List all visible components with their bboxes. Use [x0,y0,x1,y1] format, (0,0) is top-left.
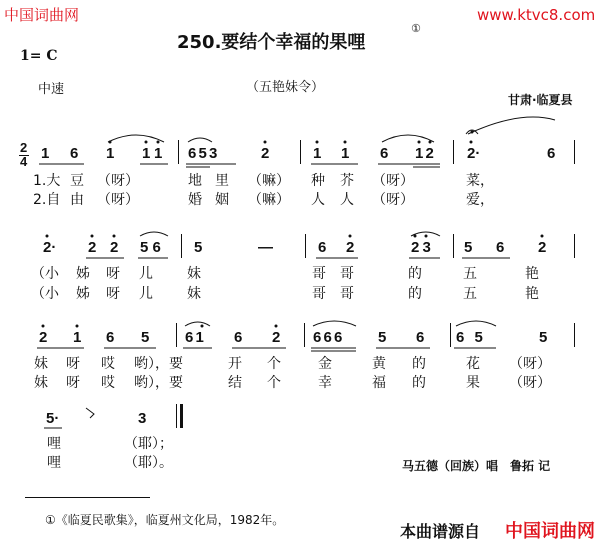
octave-dot [414,235,417,238]
lyric-syllable: 儿 [139,286,153,302]
watermark-bottom-left: 本曲谱源自 [400,522,481,541]
lyric-syllable: 福 [372,375,386,391]
lyric-syllable: （呀） [97,173,139,189]
lyric-syllable: 的 [412,356,426,372]
slur [185,322,210,326]
lyric-syllable: 爱， [466,192,494,208]
lyric-syllable: 妹 [187,266,201,282]
lyric-syllable: 哎 [101,356,115,372]
credits: 马五德（回族）唱 鲁拓 记 [402,459,551,473]
lyric-syllable: 个 [267,375,281,391]
lyric-syllable: 妹 [187,286,201,302]
note: 2 [538,239,547,256]
slur [456,321,496,326]
note: 6 [70,145,79,162]
note: 2· [43,239,57,256]
page-title: 250.要结个幸福的果哩 [177,32,366,53]
note: 1 [106,145,115,162]
lyric-syllable: 果 [466,375,480,391]
lyric-syllable: 开 [228,356,242,372]
lyric-syllable: 里 [215,173,229,189]
note: 2 [39,329,48,346]
octave-dot [470,141,473,144]
lyric-syllable: 哩 [47,455,61,471]
watermark-top-left: 中国词曲网 [4,6,80,24]
note-group: 6 5 3 [188,145,218,162]
note: 2 [346,239,355,256]
lyric-syllable: 哟），要 [134,375,183,391]
lyric-syllable: 呀 [66,375,80,391]
slur [382,135,434,142]
watermark-top-right: www.ktvc8.com [477,6,596,24]
note: 1 [154,145,163,162]
key-signature: 1= C [20,48,58,64]
note: 1 [313,145,322,162]
lyric-syllable: 结 [228,375,242,391]
lyric-syllable: （呀） [509,356,551,372]
lyric-syllable: 哟），要 [134,356,183,372]
lyric-syllable: 儿 [139,266,153,282]
octave-dot [201,325,204,328]
octave-dot [46,235,49,238]
region-label: 甘肃·临夏县 [508,93,573,107]
octave-dot [425,235,428,238]
note: 5· [46,410,60,427]
slur [188,138,212,142]
lyric-syllable: 哥 [312,266,326,282]
note: 5 [464,239,473,256]
watermark-bottom-right: 中国词曲网 [505,521,595,542]
note-group: 6 1 [185,329,204,346]
octave-dot [109,141,112,144]
lyric-syllable: （呀） [372,173,414,189]
octave-dot [344,141,347,144]
lyric-syllable: 呀 [106,266,120,282]
note: 1 [341,145,350,162]
octave-dot [42,325,45,328]
lyric-syllable: 艳 [525,286,539,302]
lyric-syllable: 妹 [34,375,48,391]
lyric-syllable: （嘛） [248,192,290,208]
time-sig-top: 2 [20,140,28,155]
glide-arrow [86,408,94,418]
note: 6 [380,145,389,162]
lyric-syllable: 的 [412,375,426,391]
lyric-syllable: （耶）。 [124,455,173,471]
octave-dot [91,235,94,238]
lyric-syllable: 的 [408,286,422,302]
note: 5 [539,329,548,346]
lyric-syllable: 黄 [372,356,386,372]
lyric-syllable: 豆 [70,173,84,189]
octave-dot [76,325,79,328]
lyric-syllable: 哥 [340,266,354,282]
note: 6 [547,145,556,162]
lyric-syllable: 哥 [312,286,326,302]
octave-dot [264,141,267,144]
note: 6 [318,239,327,256]
note: 5 [141,329,150,346]
note-group: 6 6 6 [313,329,343,346]
note: 1 [73,329,82,346]
dash: — [258,239,273,256]
lyric-syllable: 五 [463,286,477,302]
note: 2 [261,145,270,162]
lyric-syllable: 哩 [47,436,61,452]
lyric-syllable: （小 [31,266,59,282]
note: 5 [194,239,203,256]
lyric-syllable: 的 [408,266,422,282]
note: 6 [234,329,243,346]
lyric-syllable: （耶）； [124,436,173,452]
lyric-syllable: 2.自 [33,192,61,208]
lyric-syllable: 种 [311,173,325,189]
note: 6 [106,329,115,346]
lyric-syllable: 由 [70,192,84,208]
lyric-syllable: 1.大 [33,173,61,189]
note: 6 [496,239,505,256]
note: 6 [416,329,425,346]
fermata-dot [471,131,474,134]
lyric-syllable: （小 [31,286,59,302]
octave-dot [349,235,352,238]
footnote-text: ①《临夏民歌集》，临夏州文化局，1982年。 [45,513,285,527]
lyric-syllable: 幸 [318,375,332,391]
lyric-syllable: 芥 [340,173,354,189]
tempo-marking: 中速 [38,82,65,97]
lyric-syllable: （呀） [97,192,139,208]
octave-dot [157,141,160,144]
lyric-syllable: 婚 [188,192,202,208]
lyric-syllable: 金 [318,356,332,372]
lyric-syllable: 个 [267,356,281,372]
note: 2 [110,239,119,256]
lyric-syllable: 菜， [466,173,494,189]
lyric-syllable: （嘛） [248,173,290,189]
note: 3 [138,410,147,427]
note-group: 5 6 [140,239,161,256]
slur [140,232,168,236]
slur [468,117,555,134]
octave-dot [113,235,116,238]
lyric-syllable: 人 [311,192,325,208]
lyric-syllable: 妹 [34,356,48,372]
slur [313,321,356,326]
lyric-syllable: 五 [463,266,477,282]
note-group: 6 5 [456,329,483,346]
octave-dot [418,141,421,144]
octave-dot [541,235,544,238]
note-group: 2 3 [411,239,431,256]
lyric-syllable: 艳 [525,266,539,282]
note: 1 [142,145,151,162]
lyric-syllable: 地 [188,173,202,189]
lyric-syllable: 呀 [66,356,80,372]
lyric-syllable: （呀） [372,192,414,208]
note: 5 [378,329,387,346]
lyric-syllable: 姻 [215,192,229,208]
note: 2· [467,145,481,162]
title-footnote-mark: ① [411,22,421,35]
lyric-syllable: 姊 [76,286,90,302]
lyric-syllable: （呀） [509,375,551,391]
octave-dot [275,325,278,328]
note: 1 [41,145,50,162]
note: 2 [88,239,97,256]
lyric-syllable: 呀 [106,286,120,302]
slur [108,135,164,142]
note: 2 [272,329,281,346]
time-sig-bottom: 4 [20,154,28,169]
lyric-syllable: 姊 [76,266,90,282]
lyric-syllable: 人 [340,192,354,208]
lyric-syllable: 花 [466,356,480,372]
genre-label: （五艳妹令） [246,80,325,95]
lyric-syllable: 哥 [340,286,354,302]
octave-dot [429,141,432,144]
octave-dot [316,141,319,144]
lyric-syllable: 哎 [101,375,115,391]
octave-dot [145,141,148,144]
note-group: 1 2 [415,145,434,162]
